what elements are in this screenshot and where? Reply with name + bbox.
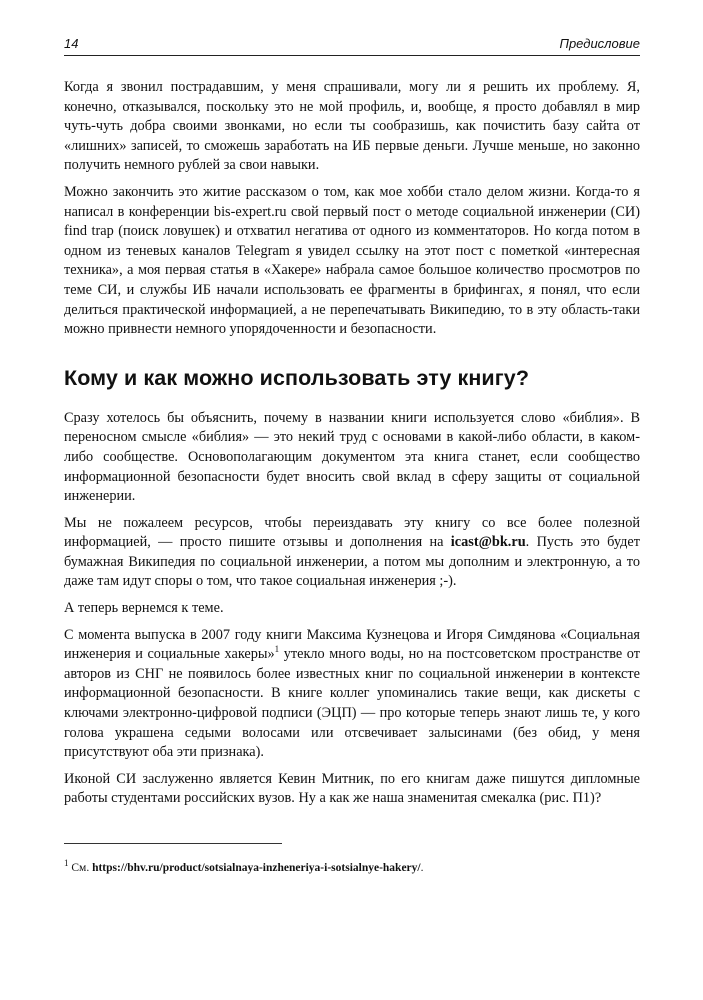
book-page — [64, 36, 640, 874]
paragraph-text: Мы не пожалеем ресурсов, чтобы переиздавать эту книгу со все более полезной информацией, — просто пишите отзывы и дополнения на — [64, 514, 640, 551]
paragraph: Иконой СИ заслуженно является Кевин Митник, по его книгам даже пишутся дипломные работы студентами российских вузов. Ну а как же наша знаменитая смекалка (рис. П1)? — [64, 770, 640, 807]
email-address: icast@bk.ru — [450, 534, 526, 551]
paragraph — [64, 626, 640, 763]
footnote-divider — [64, 843, 282, 844]
paragraph — [64, 514, 640, 592]
section-heading: Кому и как можно использовать эту книгу? — [64, 365, 530, 390]
footnote-ref: 1 — [274, 644, 280, 655]
paragraph-text: . Пусть это будет бумажная Википедия по социальной инженерии, а потом мы дополним и электронную, а то даже там идут споры о том, что такое социальная инженерия ;-). — [64, 534, 640, 590]
body-text — [64, 409, 640, 809]
page-number: 14 — [64, 36, 79, 51]
running-header — [64, 36, 640, 56]
footnote-suffix: . — [420, 862, 424, 874]
paragraph: А теперь вернемся к теме. — [64, 600, 224, 617]
footnote-prefix: См. — [68, 862, 93, 874]
section-title: Предисловие — [559, 36, 640, 51]
footnote-marker: 1 — [64, 858, 69, 869]
paragraph-text: С момента выпуска в 2007 году книги Максима Кузнецова и Игоря Симдянова «Социальная инженерия и социальные хакеры» — [64, 626, 640, 663]
paragraph-text: утекло много воды, но на постсоветском пространстве от авторов из СНГ не появилось более известных книг по социальной инженерии в контексте информационной безопасности. В книге коллег упоминались такие вещи, как дискеты с ключами электронно-цифровой подписи (ЭЦП) — про которые теперь знают лишь те, у кого голова украшена седыми волосами или отсвечивает залысинами (без обид, у меня присутствуют оба эти признака). — [64, 646, 640, 761]
footnote — [64, 858, 640, 874]
paragraph: Сразу хотелось бы объяснить, почему в названии книги используется слово «библия». В переносном смысле «библия» — это некий труд с основами в какой-либо области, в каком-либо сообществе. Основополагающим документом эта книга станет, если сообщество информационной безопасности будет вносить свой вклад в сферу защиты от социальной инженерии. — [64, 409, 640, 505]
body-text — [64, 78, 640, 340]
paragraph: Можно закончить это житие рассказом о том, как мое хобби стало делом жизни. Когда-то я написал в конференции bis-expert.ru свой первый пост о методе социальной инженерии (СИ) find trap (поиск ловушек) и отхватил негатива от одного из комментаторов. Но когда потом в одном из теневых каналов Telegram я увидел ссылку на этот пост с пометкой «интересная техника», а моя первая статья в «Хакере» набрала самое большое количество просмотров по теме СИ, и службы ИБ начали использовать ее фрагменты в брифингах, я понял, что если делиться практической информацией, а не перепечатывать Википедию, то в эту область-таки можно привнести немного упорядоченности и безопасности. — [64, 183, 640, 338]
paragraph: Когда я звонил пострадавшим, у меня спрашивали, могу ли я решить их проблему. Я, конечно, отказывался, поскольку это не мой профиль, и, вообще, я просто добавлял в мир чуть-чуть добра своими звонками, но если ты сообразишь, как почистить базу сайта от «лишних» записей, то сможешь заработать на ИБ первые деньги. Лучше меньше, но законно получить немного рублей за свои навыки. — [64, 79, 640, 174]
footnote-url: https://bhv.ru/product/sotsialnaya-inzheneriya-i-sotsialnye-hakery/ — [92, 862, 421, 874]
